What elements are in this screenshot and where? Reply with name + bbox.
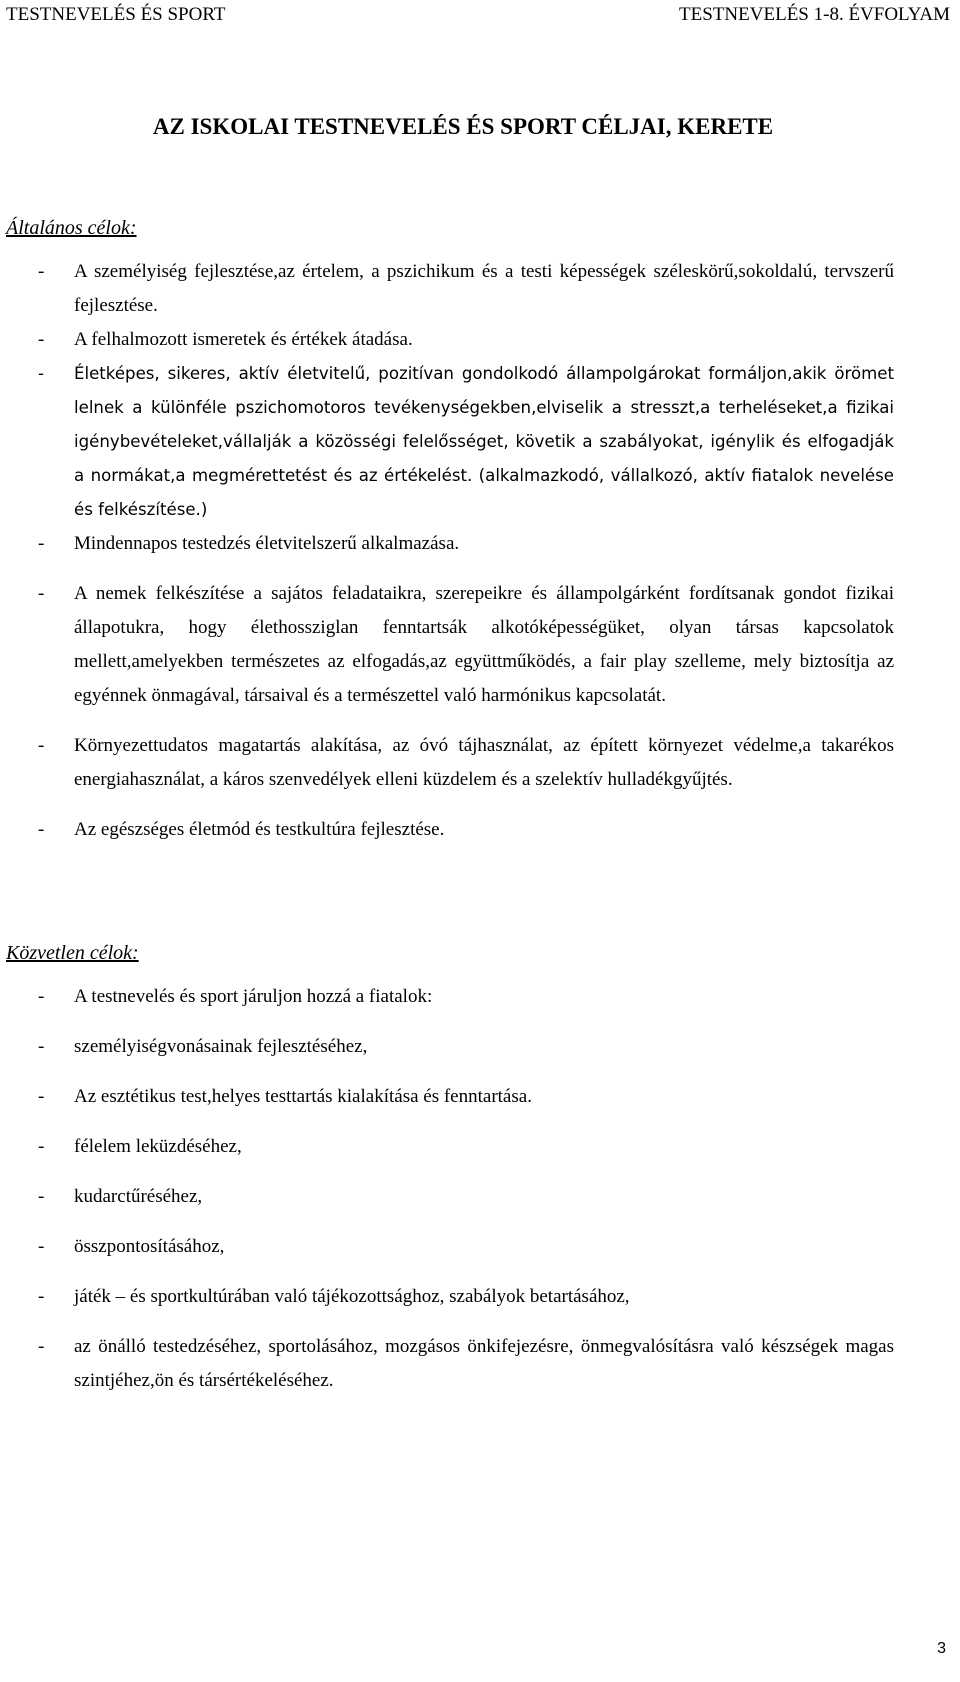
direct-goals-heading: Közvetlen célok:: [6, 942, 139, 964]
list-item: [0, 1130, 960, 1164]
list-item: [0, 527, 960, 561]
list-item-text: félelem leküzdéséhez,: [74, 1136, 242, 1157]
bullet-dash: -: [38, 1336, 45, 1357]
list-item: [0, 1230, 960, 1264]
header-left: TESTNEVELÉS ÉS SPORT: [6, 4, 226, 25]
list-item: [0, 1180, 960, 1214]
bullet-dash: -: [38, 1086, 45, 1107]
bullet-dash: -: [38, 1036, 45, 1057]
bullet-dash: -: [38, 1136, 45, 1157]
list-item-text: Az egészséges életmód és testkultúra fejlesztése.: [74, 819, 445, 840]
page-title: AZ ISKOLAI TESTNEVELÉS ÉS SPORT CÉLJAI, KERETE: [152, 114, 774, 139]
bullet-dash: -: [38, 261, 45, 282]
list-item-text: Környezettudatos magatartás alakítása, az óvó tájhasználat, az épített környezet védelme,a takarékos energiahasználat, a káros szenvedélyek elleni küzdelem és a szelektív hulladékgyűjtés.: [74, 735, 894, 790]
list-item-text: az önálló testedzéséhez, sportolásához, mozgásos önkifejezésre, önmegvalósításra való készségek magas szintjéhez,ön és társértékeléséhez.: [74, 1336, 894, 1391]
list-item: [0, 813, 960, 847]
list-item: [0, 577, 960, 713]
general-goals-heading: Általános célok:: [6, 217, 137, 239]
list-item-text: A személyiség fejlesztése,az értelem, a pszichikum és a testi képességek széleskörű,sokoldalú, tervszerű fejlesztése.: [74, 261, 894, 316]
list-item-text: Az esztétikus test,helyes testtartás kialakítása és fenntartása.: [74, 1086, 532, 1107]
list-item: [0, 1030, 960, 1064]
list-item-text: Életképes, sikeres, aktív életvitelű, pozitívan gondolkodó állampolgárokat formáljon,akik örömet lelnek a különféle pszichomotoros tevékenységekben,elviselik a stresszt,a terheléseket,a fizikai igénybevételeket,vállalják a közösségi felelősséget, követik a szabályokat, igénylik és elfogadják a normákat,a megmérettetést és az értékelést. (alkalmazkodó, vállalkozó, aktív fiatalok nevelése és felkészítése.): [74, 364, 894, 519]
list-item-text: összpontosításához,: [74, 1236, 225, 1257]
list-item: [0, 255, 960, 323]
list-item-text: A felhalmozott ismeretek és értékek átadása.: [74, 329, 413, 350]
page-header: [0, 2, 960, 30]
bullet-dash: -: [38, 329, 45, 350]
list-item: [0, 1280, 960, 1314]
direct-goals-list: [0, 980, 960, 1398]
bullet-dash: -: [38, 1236, 45, 1257]
list-item-text: A testnevelés és sport járuljon hozzá a fiatalok:: [74, 986, 433, 1007]
bullet-dash: -: [38, 986, 45, 1007]
list-item: [0, 1080, 960, 1114]
bullet-dash: -: [38, 819, 45, 840]
list-item: [0, 323, 960, 357]
bullet-dash: -: [38, 1186, 45, 1207]
bullet-dash: -: [38, 1286, 45, 1307]
list-item: [0, 729, 960, 797]
list-item: [0, 1330, 960, 1398]
bullet-dash: -: [38, 533, 45, 554]
list-item-text: személyiségvonásainak fejlesztéséhez,: [74, 1036, 368, 1057]
list-item-text: játék – és sportkultúrában való tájékozottsághoz, szabályok betartásához,: [74, 1286, 630, 1307]
bullet-dash: -: [38, 583, 45, 604]
list-item-text: A nemek felkészítése a sajátos feladataikra, szerepeikre és állampolgárként fordítsanak gondot fizikai állapotukra, hogy élethossziglan fenntartsák alkotóképességüket, olyan társas kapcsolatok mellett,amelyekben természetes az elfogadás,az együttműködés, a fair play szelleme, mely biztosítja az egyénnek önmagával, társaival és a természettel való harmónikus kapcsolatát.: [74, 583, 894, 706]
list-item-text: kudarctűréséhez,: [74, 1186, 203, 1207]
bullet-dash: -: [38, 735, 45, 756]
bullet-dash: -: [38, 364, 44, 383]
list-item: [0, 357, 960, 527]
list-item-text: Mindennapos testedzés életvitelszerű alkalmazása.: [74, 533, 460, 554]
general-goals-list: [0, 255, 960, 847]
page-number: 3: [937, 1640, 946, 1657]
list-item: [0, 980, 960, 1014]
header-right: TESTNEVELÉS 1-8. ÉVFOLYAM: [679, 4, 950, 25]
